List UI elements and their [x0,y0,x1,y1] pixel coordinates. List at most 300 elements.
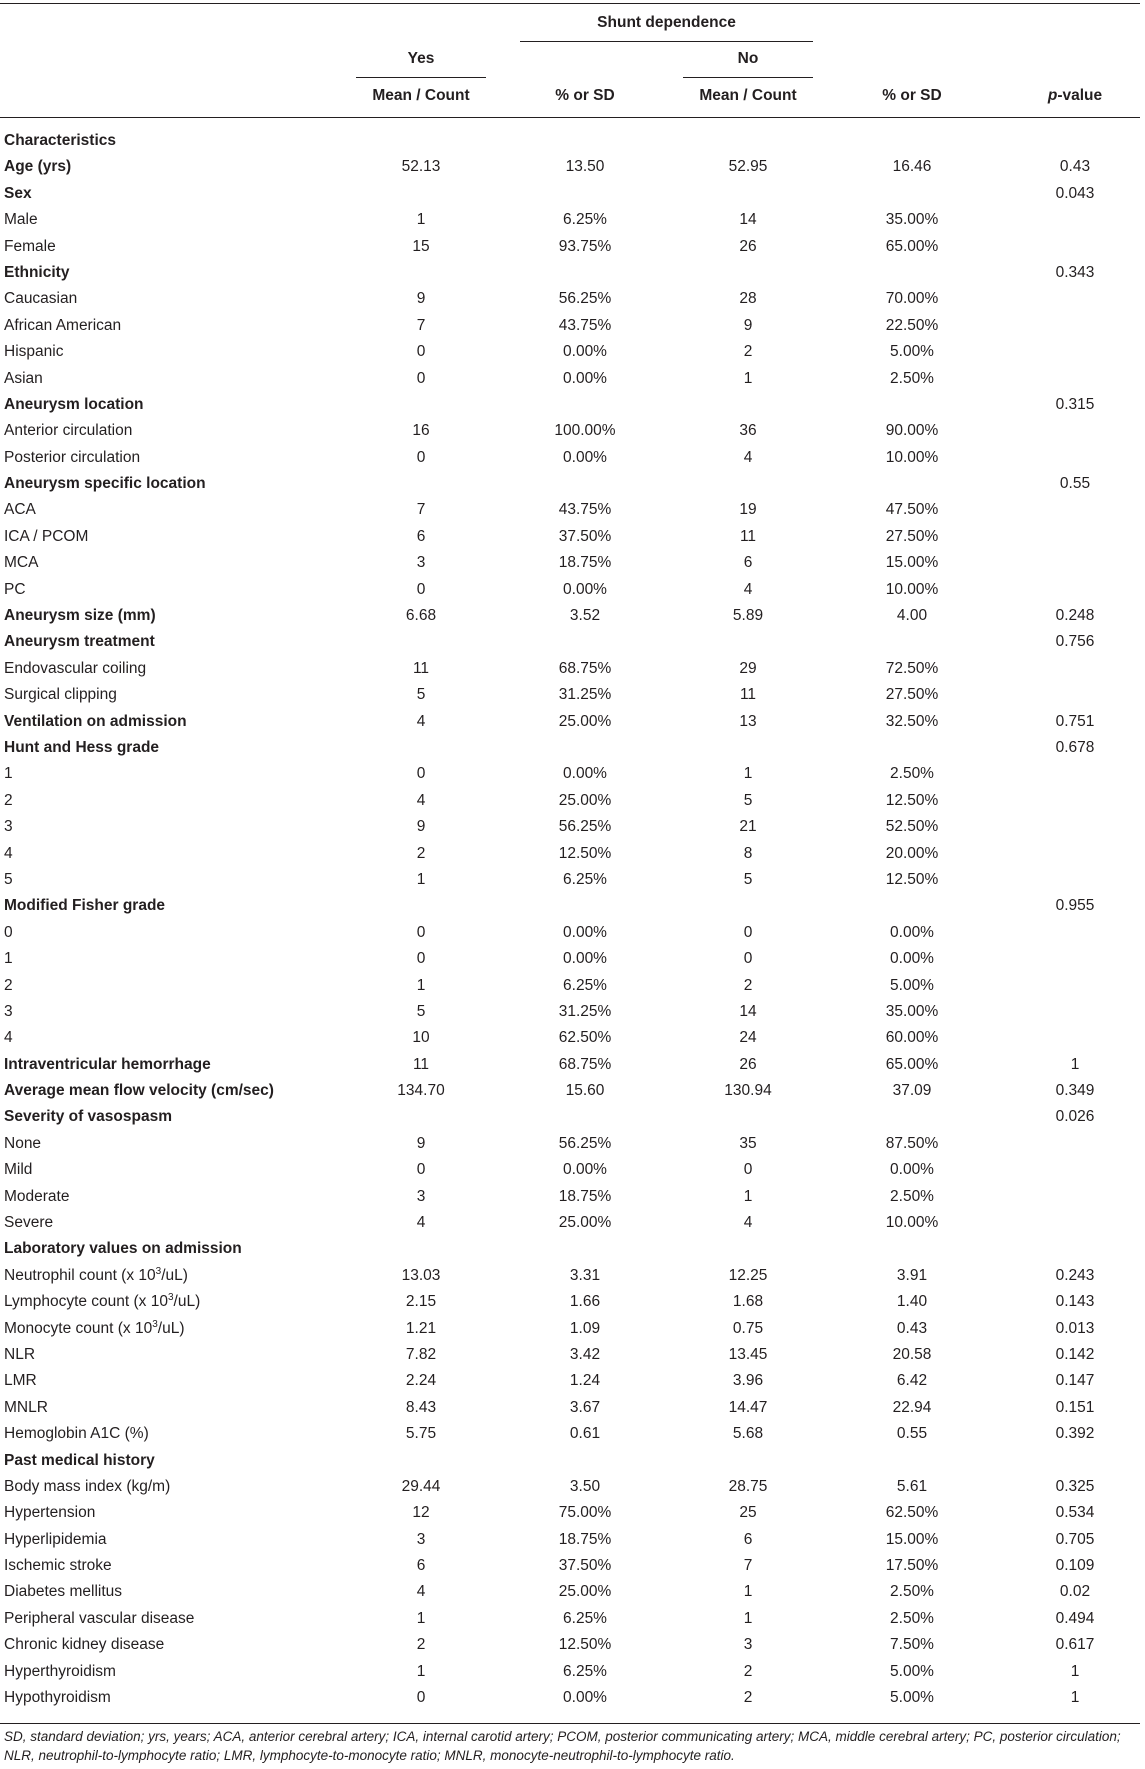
row-label: NLR [4,1345,36,1363]
table-cell: 0.143 [1055,1293,1095,1311]
table-cell: 10.00% [885,448,939,466]
table-body [0,128,1140,1711]
table-row [0,761,1140,787]
table-cell: 2.50% [890,369,934,387]
table-cell: 0.243 [1055,1266,1095,1284]
table-cell: 2.50% [890,1187,934,1205]
table-row [0,1448,1140,1474]
table-cell: 2 [743,976,753,994]
table-cell: 2.50% [890,765,934,783]
table-cell: 7 [416,316,426,334]
table-cell: 2.24 [405,1372,437,1390]
table-row [0,841,1140,867]
table-row [0,577,1140,603]
row-label: Ventilation on admission [4,712,187,730]
table-cell: 62.50% [885,1504,939,1522]
row-label: Male [4,211,38,229]
table-row [0,366,1140,392]
table-cell: 56.25% [558,1134,612,1152]
table-cell: 12.25 [728,1266,768,1284]
table-cell: 12.50% [558,844,612,862]
col-mean-count-yes: Mean / Count [372,87,470,104]
table-row [0,154,1140,180]
table-row [0,1289,1140,1315]
table-cell: 15 [412,237,430,255]
table-row [0,1632,1140,1658]
table-cell: 4 [416,1583,426,1601]
table-cell: 3.50 [569,1477,601,1495]
table-cell: 15.00% [885,554,939,572]
table-cell: 14 [739,1002,757,1020]
row-label: Hyperthyroidism [4,1662,116,1680]
table-row [0,181,1140,207]
table-cell: 1 [416,976,426,994]
table-cell: 0.534 [1055,1504,1095,1522]
table-cell: 12.50% [885,870,939,888]
table-row [0,1553,1140,1579]
table-cell: 75.00% [558,1504,612,1522]
table-cell: 0.013 [1055,1319,1095,1337]
table-cell: 19 [739,501,757,519]
table-cell: 65.00% [885,1055,939,1073]
col-sd-yes: % or SD [555,87,615,104]
table-cell: 9 [416,818,426,836]
table-cell: 4 [416,1214,426,1232]
row-label: 3 [4,1002,13,1020]
table-cell: 0 [416,1161,426,1179]
row-label: Neutrophil count (x $10^3/uL$) [4,1265,188,1284]
table-cell: 0.55 [896,1425,928,1443]
table-cell: 3.42 [569,1345,601,1363]
table-row [0,814,1140,840]
row-label: Age (yrs) [4,158,72,176]
row-label: MCA [4,554,39,572]
table-cell: 37.50% [558,1557,612,1575]
table-cell: 0.151 [1055,1398,1095,1416]
row-label: Endovascular coiling [4,659,147,677]
header-no-rule [683,77,813,78]
table-cell: 1 [1070,1662,1080,1680]
table-cell: 13 [739,712,757,730]
table-row [0,1395,1140,1421]
table-cell: 3.91 [896,1266,928,1284]
table-cell: 11 [739,527,757,545]
table-row [0,788,1140,814]
table-row [0,471,1140,497]
table-cell: 1 [743,1609,753,1627]
table-cell: 0.43 [896,1319,928,1337]
table-row [0,550,1140,576]
table-cell: 0 [743,1161,753,1179]
table-cell: 4 [743,1214,753,1232]
table-row [0,603,1140,629]
row-label: ACA [4,501,36,519]
table-cell: 0 [743,923,753,941]
table-cell: 5.00% [890,1662,934,1680]
table-row [0,1184,1140,1210]
row-label: 4 [4,1029,13,1047]
table-cell: 8.43 [405,1398,437,1416]
table-top-rule [0,3,1140,4]
table-cell: 6 [743,554,753,572]
table-row [0,1104,1140,1130]
table-cell: 31.25% [558,1002,612,1020]
table-row [0,234,1140,260]
row-label: Aneurysm treatment [4,633,155,651]
table-cell: 0.617 [1055,1636,1095,1654]
table-row [0,207,1140,233]
table-row [0,1500,1140,1526]
table-cell: 13.03 [401,1266,441,1284]
table-cell: 130.94 [724,1082,772,1100]
table-cell: 0.75 [732,1319,764,1337]
table-cell: 0.756 [1055,633,1095,651]
table-cell: 72.50% [885,659,939,677]
table-row [0,1606,1140,1632]
row-label: 2 [4,791,13,809]
table-cell: 0.00% [890,950,934,968]
table-cell: 14.47 [728,1398,768,1416]
row-label: None [4,1134,42,1152]
table-row [0,1131,1140,1157]
table-row [0,1157,1140,1183]
row-label: Hypertension [4,1504,96,1522]
table-cell: 5.89 [732,607,764,625]
table-cell: 4.00 [896,607,928,625]
table-cell: 0.955 [1055,897,1095,915]
table-row [0,1474,1140,1500]
table-row [0,893,1140,919]
table-cell: 15.00% [885,1530,939,1548]
row-label: Moderate [4,1187,70,1205]
table-cell: 0.678 [1055,738,1095,756]
row-label: Peripheral vascular disease [4,1609,195,1627]
row-label: Mild [4,1161,33,1179]
table-cell: 4 [416,712,426,730]
table-cell: 52.13 [401,158,441,176]
table-cell: 3 [416,1530,426,1548]
table-row [0,656,1140,682]
header-bottom-rule [0,117,1140,118]
header-yes: Yes [407,50,435,67]
table-cell: 2.50% [890,1609,934,1627]
table-cell: 1 [416,1609,426,1627]
table-cell: 27.50% [885,686,939,704]
table-cell: 0 [416,1689,426,1707]
table-cell: 90.00% [885,422,939,440]
table-row [0,260,1140,286]
row-label: Chronic kidney disease [4,1636,165,1654]
table-row [0,973,1140,999]
table-cell: 29 [739,659,757,677]
col-mean-count-no: Mean / Count [699,87,797,104]
row-label: Laboratory values on admission [4,1240,242,1258]
table-row [0,946,1140,972]
table-cell: 1 [1070,1055,1080,1073]
table-cell: 0.026 [1055,1108,1095,1126]
table-row [0,1210,1140,1236]
table-cell: 3.52 [569,607,601,625]
table-cell: 24 [739,1029,757,1047]
row-label: Severe [4,1214,54,1232]
table-cell: 70.00% [885,290,939,308]
table-cell: 7.82 [405,1345,437,1363]
table-cell: 26 [739,237,757,255]
table-cell: 0.00% [563,1161,607,1179]
table-row [0,339,1140,365]
table-row [0,709,1140,735]
table-cell: 5 [743,870,753,888]
table-cell: 16.46 [892,158,932,176]
row-label: MNLR [4,1398,48,1416]
row-label: Posterior circulation [4,448,141,466]
table-row [0,524,1140,550]
table-cell: 5.00% [890,343,934,361]
table-cell: 5.61 [896,1477,928,1495]
table-cell: 18.75% [558,554,612,572]
table-cell: 0.00% [563,765,607,783]
table-cell: 1.24 [569,1372,601,1390]
row-label: Anterior circulation [4,422,133,440]
table-cell: 68.75% [558,1055,612,1073]
table-cell: 25.00% [558,1214,612,1232]
table-cell: 0 [416,580,426,598]
table-cell: 25.00% [558,1583,612,1601]
table-cell: 0.00% [563,343,607,361]
table-row [0,128,1140,154]
table-cell: 15.60 [565,1082,605,1100]
table-cell: 21 [739,818,757,836]
table-row [0,286,1140,312]
row-label: Characteristics [4,132,117,149]
table-cell: 5.68 [732,1425,764,1443]
table-cell: 27.50% [885,527,939,545]
table-cell: 8 [743,844,753,862]
col-p-value: p-value [1047,87,1103,104]
table-cell: 11 [739,686,757,704]
table-cell: 0 [416,765,426,783]
table-cell: 11 [412,1055,430,1073]
table-cell: 47.50% [885,501,939,519]
table-cell: 6.42 [896,1372,928,1390]
header-yes-rule [356,77,486,78]
table-cell: 25 [739,1504,757,1522]
table-cell: 12.50% [558,1636,612,1654]
table-cell: 0.147 [1055,1372,1095,1390]
table-cell: 10 [412,1029,430,1047]
row-label: 2 [4,976,13,994]
row-label: Asian [4,369,43,387]
table-cell: 0.494 [1055,1609,1095,1627]
table-cell: 93.75% [558,237,612,255]
table-row [0,445,1140,471]
table-cell: 5.75 [405,1425,437,1443]
row-label: Aneurysm size (mm) [4,607,156,625]
table-cell: 6.25% [563,1609,607,1627]
row-label: Hyperlipidemia [4,1530,107,1548]
table-row [0,735,1140,761]
table-cell: 1 [743,1187,753,1205]
table-cell: 35.00% [885,211,939,229]
row-label: Aneurysm location [4,395,144,413]
table-cell: 0.751 [1055,712,1095,730]
row-label: Hemoglobin A1C (%) [4,1425,149,1443]
table-cell: 52.95 [728,158,768,176]
header-no: No [737,50,759,67]
table-cell: 12.50% [885,791,939,809]
table-cell: 1 [416,211,426,229]
table-cell: 68.75% [558,659,612,677]
table-cell: 3.67 [569,1398,601,1416]
table-cell: 0.00% [563,1689,607,1707]
table-cell: 6 [416,527,426,545]
table-cell: 0.248 [1055,607,1095,625]
table-cell: 0.55 [1059,475,1091,493]
table-cell: 3 [416,554,426,572]
table-cell: 10.00% [885,580,939,598]
table-cell: 4 [743,448,753,466]
row-label: 4 [4,844,13,862]
table-cell: 0.00% [890,1161,934,1179]
table-cell: 28 [739,290,757,308]
table-cell: 1.09 [569,1319,601,1337]
table-cell: 60.00% [885,1029,939,1047]
row-label: Surgical clipping [4,686,117,704]
table-cell: 0.349 [1055,1082,1095,1100]
table-cell: 37.50% [558,527,612,545]
table-cell: 0.00% [563,923,607,941]
table-cell: 56.25% [558,818,612,836]
table-cell: 0.00% [563,369,607,387]
table-cell: 4 [743,580,753,598]
row-label: ICA / PCOM [4,527,89,545]
table-cell: 3.31 [569,1266,601,1284]
table-cell: 5.00% [890,976,934,994]
table-cell: 6.68 [405,607,437,625]
table-row [0,1527,1140,1553]
table-row [0,1025,1140,1051]
table-cell: 16 [412,422,430,440]
table-cell: 0.392 [1055,1425,1095,1443]
header-group-rule [520,41,813,42]
table-cell: 18.75% [558,1530,612,1548]
table-cell: 20.58 [892,1345,932,1363]
table-cell: 9 [416,1134,426,1152]
table-cell: 25.00% [558,712,612,730]
table-cell: 1 [743,1583,753,1601]
table-cell: 43.75% [558,501,612,519]
header-shunt-dependence: Shunt dependence [597,14,736,31]
table-cell: 134.70 [397,1082,445,1100]
table-cell: 2 [416,844,426,862]
table-row [0,392,1140,418]
table-cell: 18.75% [558,1187,612,1205]
table-cell: 32.50% [885,712,939,730]
row-label: 1 [4,765,13,783]
table-cell: 2 [416,1636,426,1654]
row-label: Diabetes mellitus [4,1583,123,1601]
table-cell: 5 [416,686,426,704]
row-label: Caucasian [4,290,78,308]
table-bottom-rule [0,1723,1140,1724]
table-row [0,1342,1140,1368]
table-cell: 2 [743,343,753,361]
table-cell: 0.00% [563,950,607,968]
table-row [0,1236,1140,1262]
table-row [0,418,1140,444]
table-cell: 65.00% [885,237,939,255]
table-cell: 22.94 [892,1398,932,1416]
table-row [0,1078,1140,1104]
table-cell: 31.25% [558,686,612,704]
table-cell: 0.02 [1059,1583,1091,1601]
row-label: Hunt and Hess grade [4,738,160,756]
table-cell: 12 [412,1504,430,1522]
table-cell: 100.00% [554,422,616,440]
table-cell: 13.50 [565,158,605,176]
table-cell: 56.25% [558,290,612,308]
row-label: 0 [4,923,13,941]
table-cell: 6.25% [563,870,607,888]
table-cell: 25.00% [558,791,612,809]
table-cell: 9 [743,316,753,334]
table-cell: 1 [416,870,426,888]
table-row [0,682,1140,708]
row-label: Ethnicity [4,263,70,281]
table-row [0,497,1140,523]
table-cell: 26 [739,1055,757,1073]
table-cell: 37.09 [892,1082,932,1100]
table-cell: 7 [743,1557,753,1575]
row-label: Intraventricular hemorrhage [4,1055,211,1073]
table-cell: 0.705 [1055,1530,1095,1548]
row-label: Hypothyroidism [4,1689,111,1707]
table-row [0,629,1140,655]
table-cell: 7 [416,501,426,519]
table-cell: 0.343 [1055,263,1095,281]
table-row [0,920,1140,946]
row-label: Lymphocyte count (x $10^3/uL$) [4,1292,201,1311]
table-row [0,313,1140,339]
table-cell: 0.109 [1055,1557,1095,1575]
table-cell: 0.43 [1059,158,1091,176]
row-label: Sex [4,184,32,202]
table-cell: 6.25% [563,976,607,994]
table-cell: 1.66 [569,1293,601,1311]
table-row [0,867,1140,893]
table-cell: 0 [416,369,426,387]
row-label: PC [4,580,26,598]
table-cell: 1 [743,369,753,387]
table-row [0,1659,1140,1685]
table-row [0,1316,1140,1342]
row-label: Female [4,237,56,255]
table-cell: 1 [1070,1689,1080,1707]
table-cell: 5 [743,791,753,809]
table-cell: 43.75% [558,316,612,334]
table-cell: 1 [743,765,753,783]
table-cell: 87.50% [885,1134,939,1152]
table-row [0,1421,1140,1447]
table-cell: 0.315 [1055,395,1095,413]
row-label: Aneurysm specific location [4,475,206,493]
table-cell: 1.40 [896,1293,928,1311]
row-label: Monocyte count (x $10^3/uL$) [4,1318,185,1337]
table-cell: 7.50% [890,1636,934,1654]
table-row [0,1052,1140,1078]
table-cell: 0.61 [569,1425,601,1443]
table-cell: 14 [739,211,757,229]
